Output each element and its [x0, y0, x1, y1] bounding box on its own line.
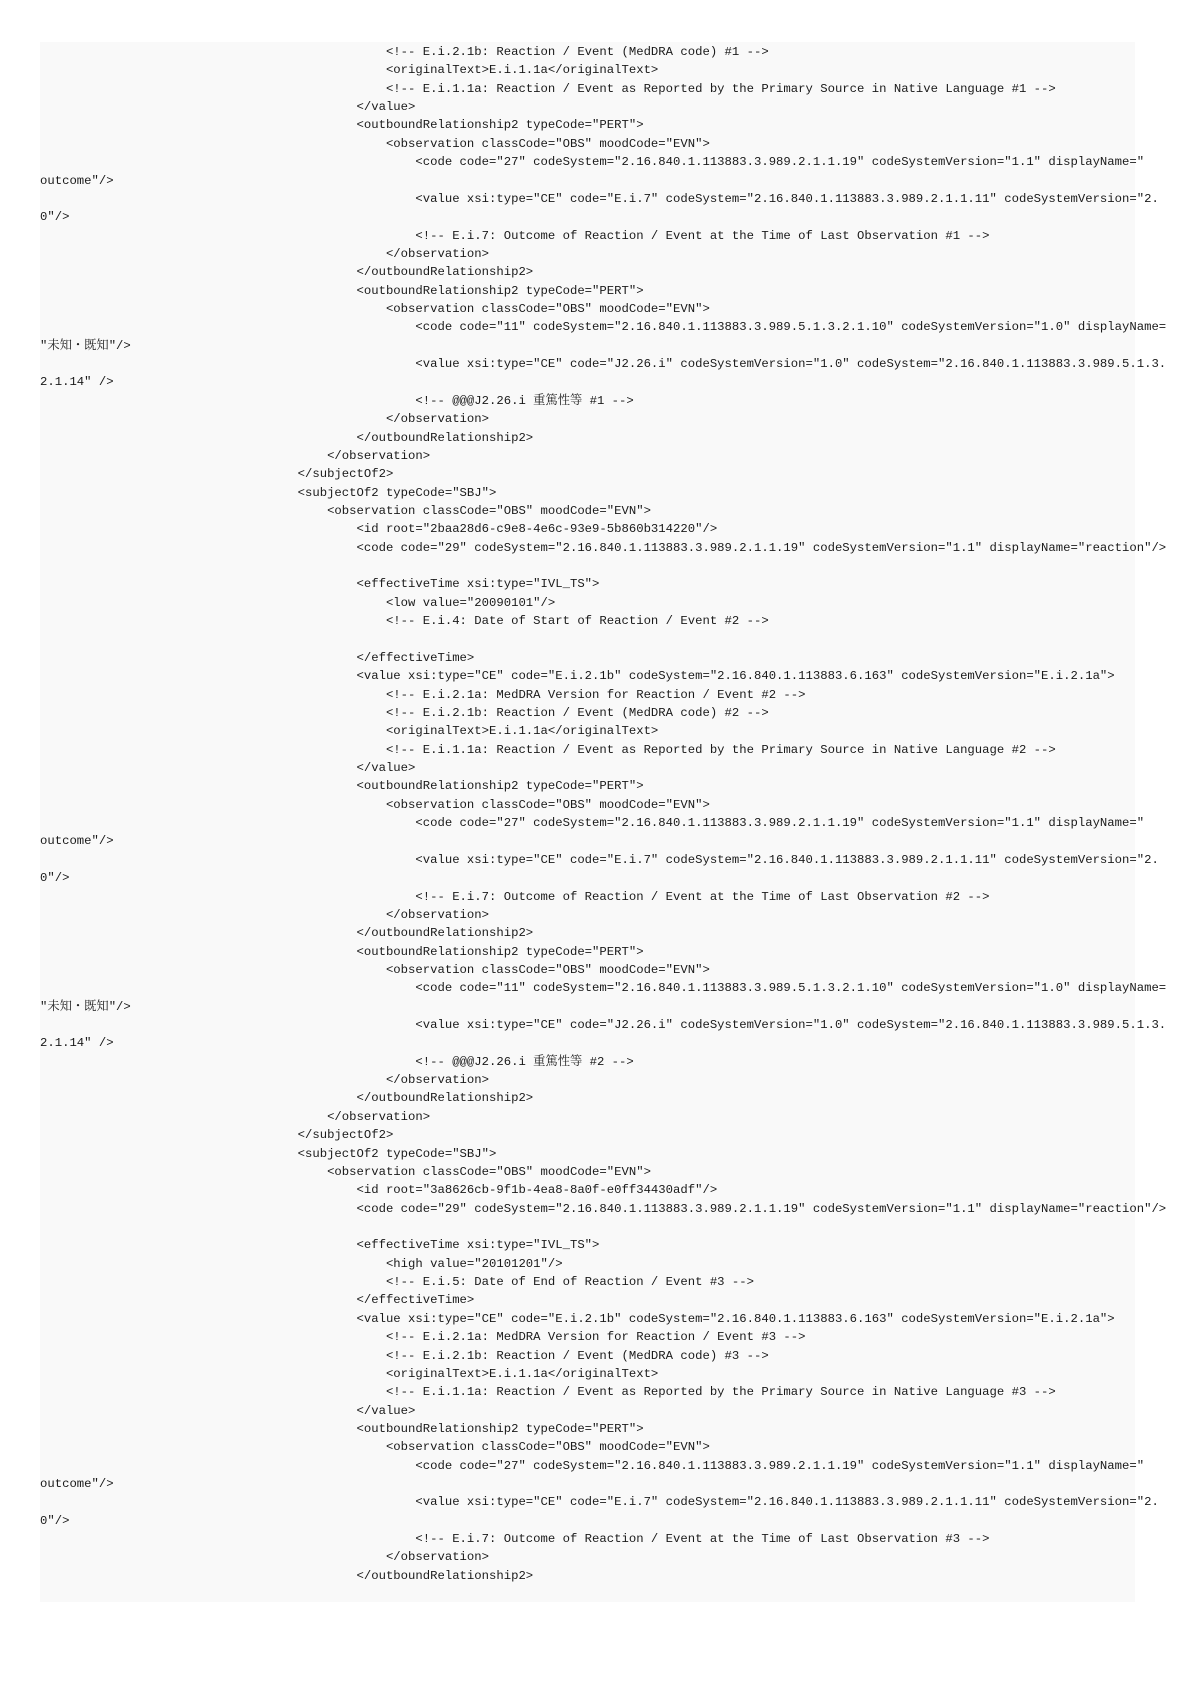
code-line: <observation classCode="OBS" moodCode="EVN"> — [40, 797, 710, 812]
code-line: <!-- E.i.7: Outcome of Reaction / Event at the Time of Last Observation #3 --> — [40, 1532, 990, 1547]
code-line: 2.1.14" /> — [40, 1036, 114, 1051]
code-line: <value xsi:type="CE" code="E.i.2.1b" codeSystem="2.16.840.1.113883.6.163" codeSystemVersion="E.i.2.1a"> — [40, 1311, 1115, 1326]
code-line: <!-- E.i.5: Date of End of Reaction / Event #3 --> — [40, 1275, 754, 1290]
code-line: "未知・既知"/> — [40, 338, 131, 353]
code-line: </observation> — [40, 448, 431, 463]
code-line: <value xsi:type="CE" code="E.i.7" codeSystem="2.16.840.1.113883.3.989.2.1.1.11" codeSystemVersion="2. — [40, 191, 1159, 206]
code-line: </value> — [40, 761, 416, 776]
code-line: <!-- E.i.2.1b: Reaction / Event (MedDRA code) #3 --> — [40, 1348, 769, 1363]
code-line: </effectiveTime> — [40, 650, 475, 665]
code-line: <outboundRelationship2 typeCode="PERT"> — [40, 283, 644, 298]
code-line: <value xsi:type="CE" code="J2.26.i" codeSystemVersion="1.0" codeSystem="2.16.840.1.113883.3.989.5.1.3. — [40, 357, 1167, 372]
code-line — [40, 631, 1166, 649]
code-line: outcome"/> — [40, 834, 114, 849]
code-line: <outboundRelationship2 typeCode="PERT"> — [40, 944, 644, 959]
code-line: outcome"/> — [40, 173, 114, 188]
code-line: <code code="29" codeSystem="2.16.840.1.113883.3.989.2.1.1.19" codeSystemVersion="1.1" displayName="reaction"/> — [40, 1201, 1167, 1216]
code-line: <outboundRelationship2 typeCode="PERT"> — [40, 779, 644, 794]
code-line: <!-- E.i.2.1a: MedDRA Version for Reaction / Event #3 --> — [40, 1330, 806, 1345]
code-line: <originalText>E.i.1.1a</originalText> — [40, 724, 659, 739]
xml-code-listing — [40, 43, 1166, 1585]
code-line: <observation classCode="OBS" moodCode="EVN"> — [40, 503, 651, 518]
code-line: <code code="11" codeSystem="2.16.840.1.113883.3.989.5.1.3.2.1.10" codeSystemVersion="1.0" displayName= — [40, 320, 1167, 335]
code-line: "未知・既知"/> — [40, 999, 131, 1014]
code-line: <value xsi:type="CE" code="E.i.7" codeSystem="2.16.840.1.113883.3.989.2.1.1.11" codeSystemVersion="2. — [40, 852, 1159, 867]
code-line: <effectiveTime xsi:type="IVL_TS"> — [40, 577, 600, 592]
code-line: <observation classCode="OBS" moodCode="EVN"> — [40, 136, 710, 151]
code-line: <subjectOf2 typeCode="SBJ"> — [40, 1146, 497, 1161]
code-line: <originalText>E.i.1.1a</originalText> — [40, 1366, 659, 1381]
code-line: <code code="27" codeSystem="2.16.840.1.113883.3.989.2.1.1.19" codeSystemVersion="1.1" displayName=" — [40, 155, 1145, 170]
code-line: <!-- E.i.2.1b: Reaction / Event (MedDRA code) #1 --> — [40, 45, 769, 59]
code-line: </outboundRelationship2> — [40, 926, 534, 941]
code-line: </outboundRelationship2> — [40, 430, 534, 445]
code-line: </observation> — [40, 1109, 431, 1124]
code-line: <low value="20090101"/> — [40, 595, 556, 610]
code-line: <!-- E.i.7: Outcome of Reaction / Event at the Time of Last Observation #2 --> — [40, 889, 990, 904]
code-line: </observation> — [40, 907, 489, 922]
code-line: 0"/> — [40, 1513, 70, 1528]
code-line: <code code="27" codeSystem="2.16.840.1.113883.3.989.2.1.1.19" codeSystemVersion="1.1" displayName=" — [40, 816, 1145, 831]
code-line — [40, 1218, 1166, 1236]
code-line: <effectiveTime xsi:type="IVL_TS"> — [40, 1238, 600, 1253]
code-line: </value> — [40, 1403, 416, 1418]
code-line: <observation classCode="OBS" moodCode="EVN"> — [40, 1440, 710, 1455]
code-line: <!-- E.i.1.1a: Reaction / Event as Reported by the Primary Source in Native Language #1 --> — [40, 81, 1056, 96]
code-line: </observation> — [40, 246, 489, 261]
code-line: <value xsi:type="CE" code="E.i.7" codeSystem="2.16.840.1.113883.3.989.2.1.1.11" codeSystemVersion="2. — [40, 1495, 1159, 1510]
code-line: <!-- @@@J2.26.i 重篤性等 #1 --> — [40, 393, 634, 408]
code-line: </observation> — [40, 412, 489, 427]
code-line: <!-- E.i.1.1a: Reaction / Event as Reported by the Primary Source in Native Language #3 --> — [40, 1385, 1056, 1400]
code-line: 0"/> — [40, 871, 70, 886]
code-line: outcome"/> — [40, 1477, 114, 1492]
code-line: </observation> — [40, 1073, 489, 1088]
code-line: </effectiveTime> — [40, 1293, 475, 1308]
code-line: </subjectOf2> — [40, 467, 394, 482]
code-line: </outboundRelationship2> — [40, 1091, 534, 1106]
code-line: </subjectOf2> — [40, 1128, 394, 1143]
code-line: </outboundRelationship2> — [40, 1568, 534, 1583]
code-line: <observation classCode="OBS" moodCode="EVN"> — [40, 1164, 651, 1179]
code-line: 2.1.14" /> — [40, 375, 114, 390]
code-line: <subjectOf2 typeCode="SBJ"> — [40, 485, 497, 500]
code-line: <outboundRelationship2 typeCode="PERT"> — [40, 118, 644, 133]
code-line: </observation> — [40, 1550, 489, 1565]
code-line: </outboundRelationship2> — [40, 265, 534, 280]
code-line: <code code="29" codeSystem="2.16.840.1.113883.3.989.2.1.1.19" codeSystemVersion="1.1" displayName="reaction"/> — [40, 540, 1167, 555]
code-line: <high value="20101201"/> — [40, 1256, 563, 1271]
code-line: <!-- E.i.2.1a: MedDRA Version for Reaction / Event #2 --> — [40, 687, 806, 702]
code-line: <!-- E.i.7: Outcome of Reaction / Event at the Time of Last Observation #1 --> — [40, 228, 990, 243]
code-line: <code code="27" codeSystem="2.16.840.1.113883.3.989.2.1.1.19" codeSystemVersion="1.1" displayName=" — [40, 1458, 1145, 1473]
code-line: <!-- E.i.2.1b: Reaction / Event (MedDRA code) #2 --> — [40, 705, 769, 720]
code-line: <!-- E.i.4: Date of Start of Reaction / Event #2 --> — [40, 614, 769, 629]
code-line: <!-- @@@J2.26.i 重篤性等 #2 --> — [40, 1054, 634, 1069]
code-line: <id root="3a8626cb-9f1b-4ea8-8a0f-e0ff34430adf"/> — [40, 1183, 718, 1198]
code-line: <id root="2baa28d6-c9e8-4e6c-93e9-5b860b314220"/> — [40, 522, 718, 537]
code-line: <value xsi:type="CE" code="E.i.2.1b" codeSystem="2.16.840.1.113883.6.163" codeSystemVersion="E.i.2.1a"> — [40, 669, 1115, 684]
code-line: <observation classCode="OBS" moodCode="EVN"> — [40, 962, 710, 977]
code-line: <observation classCode="OBS" moodCode="EVN"> — [40, 302, 710, 317]
code-line: <code code="11" codeSystem="2.16.840.1.113883.3.989.5.1.3.2.1.10" codeSystemVersion="1.0" displayName= — [40, 981, 1167, 996]
code-line: <outboundRelationship2 typeCode="PERT"> — [40, 1421, 644, 1436]
code-line: <originalText>E.i.1.1a</originalText> — [40, 63, 659, 78]
code-line — [40, 557, 1166, 575]
code-line: </value> — [40, 100, 416, 115]
code-line: <!-- E.i.1.1a: Reaction / Event as Reported by the Primary Source in Native Language #2 --> — [40, 742, 1056, 757]
code-line: 0"/> — [40, 210, 70, 225]
code-line: <value xsi:type="CE" code="J2.26.i" codeSystemVersion="1.0" codeSystem="2.16.840.1.113883.3.989.5.1.3. — [40, 1018, 1167, 1033]
